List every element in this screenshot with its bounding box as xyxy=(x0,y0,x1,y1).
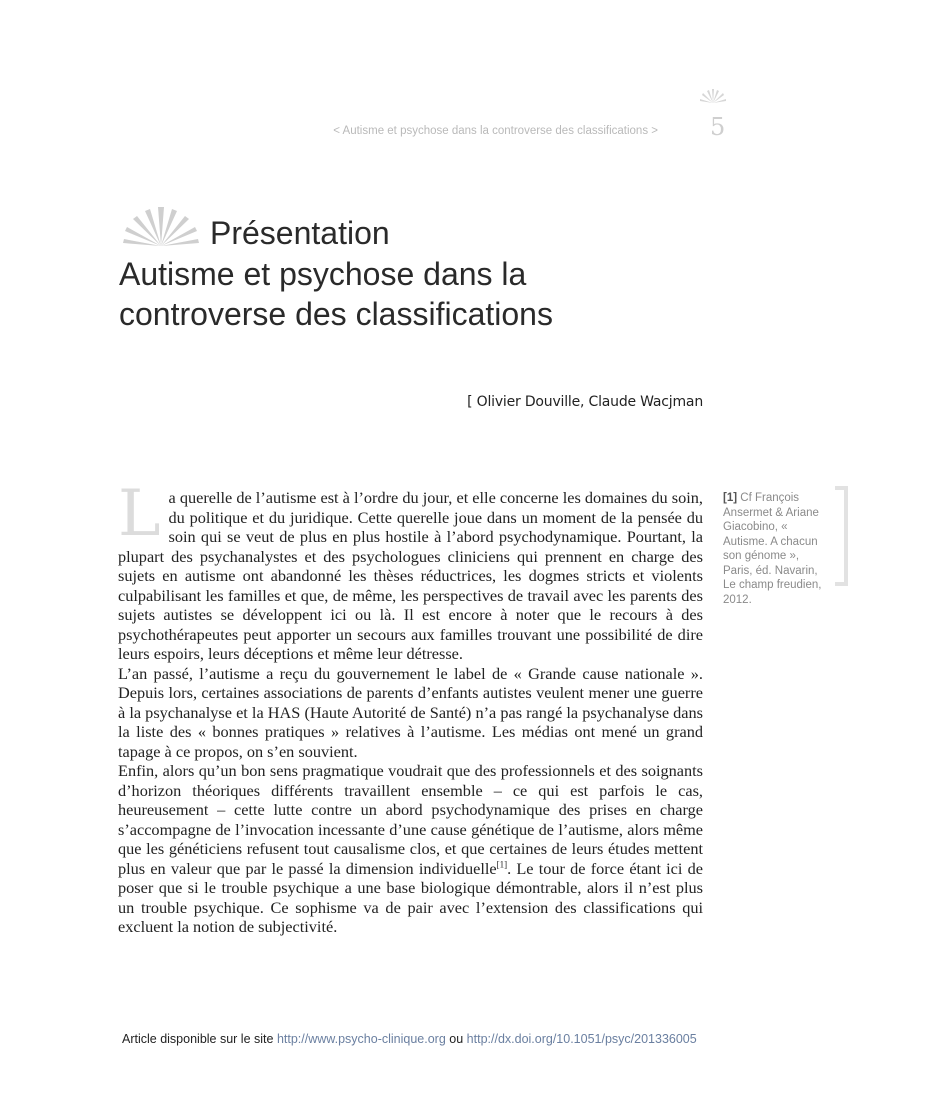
footer-middle: ou xyxy=(449,1032,464,1046)
paragraph: L’an passé, l’autisme a reçu du gouvernement le label de « Grande cause nationale ». Depuis lors, certaines associations de parents d’enfants autistes veulent mener une guerre à la psychanalyse et la HAS (Haute Autorité de Santé) n’a pas rangé la psychanalyse dans la liste des « bonnes pratiques » relatives à l’autisme. Les médias ont mené un grand tapage à ce propos, on s’en souvient. xyxy=(118,663,703,761)
leaf-fan-icon xyxy=(700,88,726,104)
paragraph: La querelle de l’autisme est à l’ordre du jour, et elle concerne les domaines du soin, du politique et du juridique. Cette querelle joue dans un moment de la pensée du soin qui se veut de plus en plus hostile à l’abord psychodynamique. Pourtant, la plupart des psychanalystes et des psychologues cliniciens qui prennent en charge des sujets en autisme ont abandonné les thèses réductrices, les dogmes stricts et violents culpabilisant les familles et que, de même, les perspectives de travail avec les parents des sujets autistes se développent ici ou là. Il est encore à noter que le recours à des psychothérapeutes peut apporter un secours aux familles trouvant une possibilité de dire leurs espoirs, leurs déceptions et même leur détresse. xyxy=(118,477,703,663)
authors: [ Olivier Douville, Claude Wacjman xyxy=(467,394,703,410)
footer-link-site[interactable]: http://www.psycho-clinique.org xyxy=(276,1032,446,1046)
section-label: Présentation xyxy=(210,215,390,251)
running-head: < Autisme et psychose dans la controverse des classifications > xyxy=(333,125,658,137)
page-number: 5 xyxy=(710,113,726,141)
note-bracket xyxy=(835,486,848,586)
margin-note xyxy=(723,491,831,607)
leaf-fan-icon xyxy=(123,205,199,247)
article-title: Autisme et psychose dans la controverse des classifications xyxy=(119,256,553,332)
note-number: [1] xyxy=(723,492,738,504)
footer-link-doi[interactable]: http://dx.doi.org/10.1051/psyc/201336005 xyxy=(466,1032,697,1046)
drop-cap: L xyxy=(118,477,161,551)
footnote-ref[interactable]: [1] xyxy=(496,859,508,870)
paragraph: Enfin, alors qu’un bon sens pragmatique voudrait que des professionnels et des soignants d’horizon théoriques différents travaillent ensemble – ce qui est parfois le cas, heureusement – cette lutte contre un abord psychodynamique des prises en charge s’accompagne de l’invocation incessante d’une cause génétique de l’autisme, alors même que les généticiens refusent tout causalisme clos, et que certaines de leurs études mettent plus en valeur que par le passé la dimension individuelle[1]. Le tour de force étant ici de poser que si le trouble psychique a une base biologique démontrable, alors il n’est plus un trouble psychique. Ce sophisme va de pair avec l’extension des classifications qui excluent la notion de subjectivité. xyxy=(118,761,703,936)
footer-prefix: Article disponible sur le site xyxy=(122,1032,274,1046)
article-body xyxy=(118,477,703,937)
footer xyxy=(122,1032,697,1046)
note-text: Cf François Ansermet & Ariane Giacobino, « Autisme. A chacun son génome », Paris, éd. Navarin, Le champ freudien, 2012. xyxy=(723,492,822,606)
